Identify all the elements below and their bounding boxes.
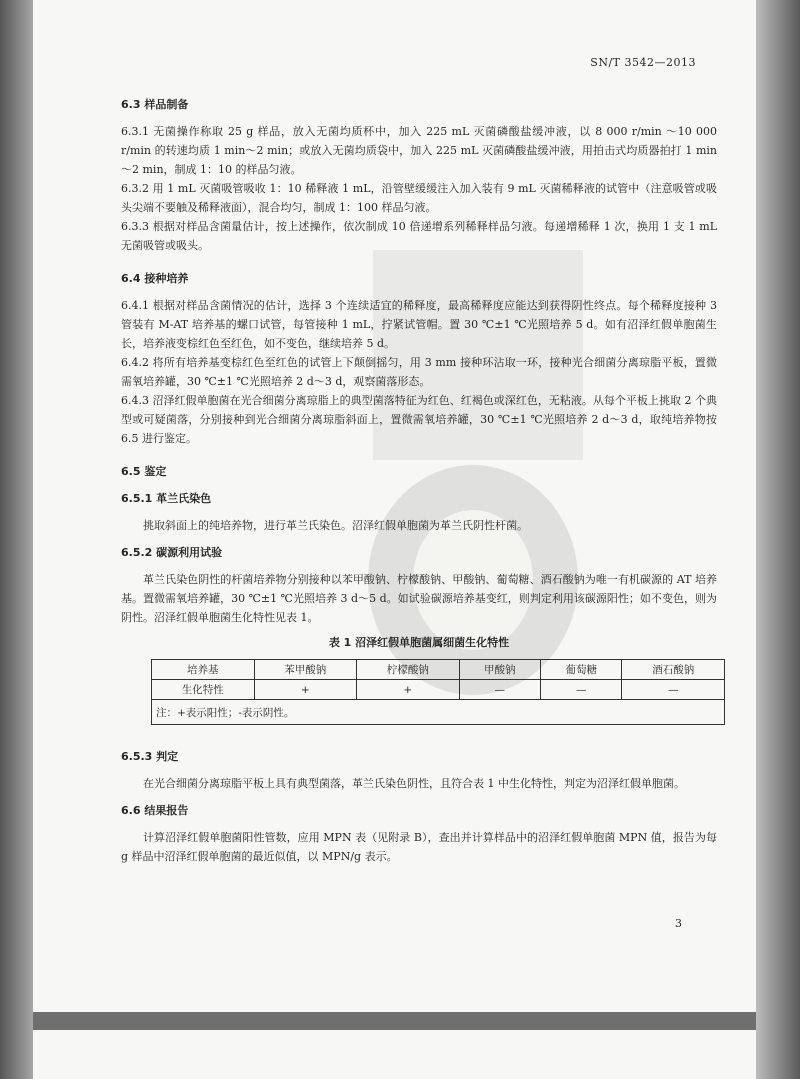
document-page — [33, 0, 756, 1012]
paragraph: 6.3.2 用 1 mL 灭菌吸管吸收 1：10 稀释液 1 mL，沿管壁缓缓注入加入装有 9 mL 灭菌稀释液的试管中（注意吸管或吸头尖端不要触及稀释液面），混合均匀，制成 1：100 样品匀液。 — [121, 182, 717, 214]
document-body — [121, 95, 717, 866]
paragraph: 6.4.2 将所有培养基变棕红色至红色的试管上下颠倒摇匀，用 3 mm 接种环沾取一环，接种光合细菌分离琼脂平板，置微需氧培养罐，30 ℃±1 ℃光照培养 2 d～3 d，观察菌落形态。 — [121, 356, 717, 388]
next-page-top — [33, 1030, 756, 1079]
paragraph: 6.3.3 根据对样品含菌量估计，按上述操作，依次制成 10 倍递增系列稀释样品匀液。每递增稀释 1 次，换用 1 支 1 mL 无菌吸管或吸头。 — [121, 220, 717, 252]
section-heading: 6.4 接种培养 — [121, 272, 189, 285]
right-gutter — [756, 0, 800, 1079]
table-header-cell: 苯甲酸钠 — [254, 660, 357, 680]
paragraph: 革兰氏染色阴性的杆菌培养物分别接种以苯甲酸钠、柠檬酸钠、甲酸钠、葡萄糖、酒石酸钠为唯一有机碳源的 AT 培养基。置微需氧培养罐，30 ℃±1 ℃光照培养 3 d～5 d。如试验碳源培养基变红，则判定利用该碳源阳性；如不变色，则为阴性。沼泽红假单胞菌生化特性见表 1。 — [121, 573, 717, 624]
subsection-heading: 6.5.3 判定 — [121, 750, 179, 763]
table-cell: + — [254, 680, 357, 700]
table-cell: + — [357, 680, 460, 700]
table-header-cell: 葡萄糖 — [541, 660, 622, 680]
table-header-row — [152, 660, 725, 680]
table-header-cell: 柠檬酸钠 — [357, 660, 460, 680]
table-note-row — [152, 700, 725, 725]
paragraph: 6.4.3 沼泽红假单胞菌在光合细菌分离琼脂上的典型菌落特征为红色、红褐色或深红色，无粘液。从每个平板上挑取 2 个典型或可疑菌落，分别接种到光合细菌分离琼脂斜面上，置微需氧培养罐，30 ℃±1 ℃光照培养 2 d～3 d，取纯培养物按 6.5 进行鉴定。 — [121, 394, 717, 445]
table-caption: 表 1 沼泽红假单胞菌属细菌生化特性 — [328, 636, 510, 649]
table-header-cell: 培养基 — [152, 660, 255, 680]
table-header-cell: 甲酸钠 — [459, 660, 540, 680]
table-note: 注：+表示阳性；-表示阴性。 — [152, 700, 725, 725]
paragraph: 6.3.1 无菌操作称取 25 g 样品，放入无菌均质杯中，加入 225 mL 灭菌磷酸盐缓冲液，以 8 000 r/min ～10 000 r/min 的转速均质 1 min～2 min；或放入无菌均质袋中，加入 225 mL 灭菌磷酸盐缓冲液，用拍击式均质器拍打 1 min～2 min，制成 1：10 的样品匀液。 — [121, 125, 717, 176]
paragraph: 计算沼泽红假单胞菌阳性管数，应用 MPN 表（见附录 B），查出并计算样品中的沼泽红假单胞菌 MPN 值，报告为每 g 样品中沼泽红假单胞菌的最近似值，以 MPN/g 表示。 — [121, 831, 717, 863]
page-number: 3 — [675, 917, 682, 930]
biochemical-table — [151, 659, 725, 725]
table-cell: 生化特性 — [152, 680, 255, 700]
section-heading: 6.3 样品制备 — [121, 98, 189, 111]
table-row — [152, 680, 725, 700]
left-gutter — [0, 0, 33, 1079]
section-heading: 6.5 鉴定 — [121, 465, 167, 478]
table-cell: — — [541, 680, 622, 700]
section-heading: 6.6 结果报告 — [121, 804, 189, 817]
table-cell: — — [459, 680, 540, 700]
table-cell: — — [622, 680, 725, 700]
table-header-cell: 酒石酸钠 — [622, 660, 725, 680]
document-code: SN/T 3542—2013 — [590, 56, 696, 69]
paragraph: 6.4.1 根据对样品含菌情况的估计，选择 3 个连续适宜的稀释度，最高稀释度应能达到获得阴性终点。每个稀释度接种 3 管装有 M-AT 培养基的螺口试管，每管接种 1 mL，拧紧试管帽。置 30 ℃±1 ℃光照培养 5 d。如有沼泽红假单胞菌生长，培养液变棕红色至红色，如不变色，继续培养 5 d。 — [121, 299, 717, 350]
paragraph: 挑取斜面上的纯培养物，进行革兰氏染色。沼泽红假单胞菌为革兰氏阴性杆菌。 — [143, 519, 528, 532]
subsection-heading: 6.5.1 革兰氏染色 — [121, 492, 212, 505]
paragraph: 在光合细菌分离琼脂平板上具有典型菌落，革兰氏染色阴性，且符合表 1 中生化特性，判定为沼泽红假单胞菌。 — [143, 777, 685, 790]
subsection-heading: 6.5.2 碳源利用试验 — [121, 546, 223, 559]
